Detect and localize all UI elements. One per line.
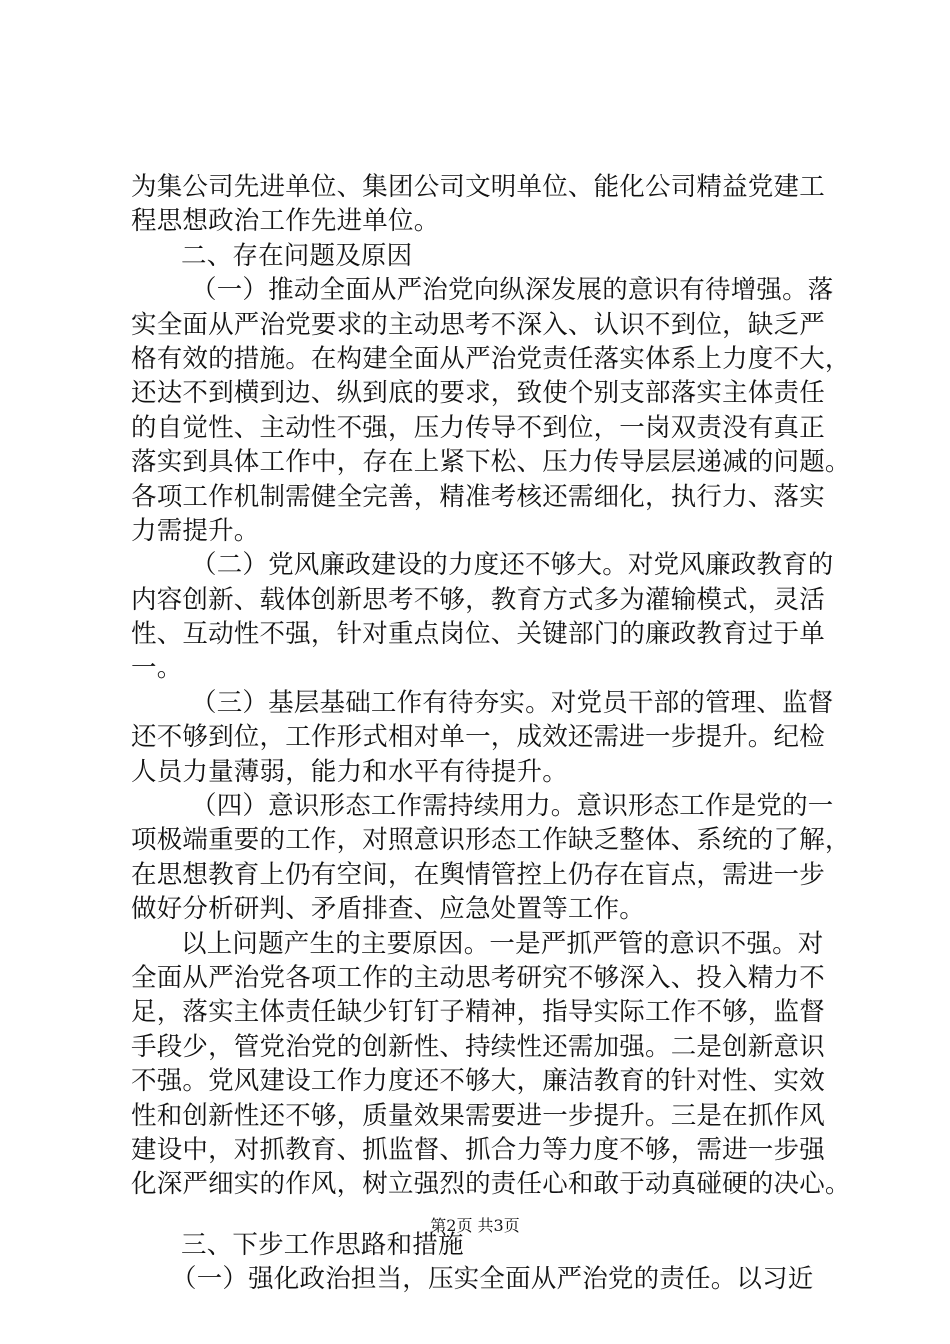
section-heading: 三、下步工作思路和措施 xyxy=(181,1229,464,1260)
text-line: 实全面从严治党要求的主动思考不深入、认识不到位，缺乏严 xyxy=(131,309,825,340)
text-line: 的自觉性、主动性不强，压力传导不到位，一岗双责没有真正 xyxy=(131,412,825,443)
paragraph-first-line: （三）基层基础工作有待夯实。对党员干部的管理、监督 xyxy=(191,687,834,718)
text-line: 项极端重要的工作，对照意识形态工作缺乏整体、系统的了解， xyxy=(131,825,851,856)
text-line: 落实到具体工作中，存在上紧下松、压力传导层层递减的问题。 xyxy=(131,447,851,478)
text-line: 全面从严治党各项工作的主动思考研究不够深入、投入精力不 xyxy=(131,962,825,993)
text-line: 还达不到横到边、纵到底的要求，致使个别支部落实主体责任 xyxy=(131,378,825,409)
text-line: 人员力量薄弱，能力和水平有待提升。 xyxy=(131,756,568,787)
page-number-footer: 第2页 共3页 xyxy=(430,1216,520,1235)
paragraph-first-line: 以上问题产生的主要原因。一是严抓严管的意识不强。对 xyxy=(181,928,824,959)
text-line: 建设中，对抓教育、抓监督、抓合力等力度不够，需进一步强 xyxy=(131,1134,825,1165)
text-line: 足，落实主体责任缺少钉钉子精神，指导实际工作不够，监督 xyxy=(131,997,825,1028)
document-body xyxy=(131,170,851,1297)
text-line: 各项工作机制需健全完善，精准考核还需细化，执行力、落实 xyxy=(131,481,825,512)
text-line: 性、互动性不强，针对重点岗位、关键部门的廉政教育过于单 xyxy=(131,619,825,650)
text-line: 格有效的措施。在构建全面从严治党责任落实体系上力度不大， xyxy=(131,343,851,374)
text-line: 不强。党风建设工作力度还不够大，廉洁教育的针对性、实效 xyxy=(131,1066,825,1097)
text-line: 为集公司先进单位、集团公司文明单位、能化公司精益党建工 xyxy=(131,172,825,202)
paragraph-first-line: （一）强化政治担当，压实全面从严治党的责任。以习近 xyxy=(171,1264,814,1295)
text-line: 做好分析研判、矛盾排查、应急处置等工作。 xyxy=(131,894,646,925)
text-line: 手段少，管党治党的创新性、持续性还需加强。二是创新意识 xyxy=(131,1031,825,1062)
paragraph-first-line: （二）党风廉政建设的力度还不够大。对党风廉政教育的 xyxy=(191,550,834,581)
text-line: 一。 xyxy=(131,653,183,684)
text-line: 性和创新性还不够，质量效果需要进一步提升。三是在抓作风 xyxy=(131,1100,825,1131)
paragraph-first-line: （一）推动全面从严治党向纵深发展的意识有待增强。落 xyxy=(191,275,834,306)
text-line: 程思想政治工作先进单位。 xyxy=(131,206,440,237)
text-line: 还不够到位，工作形式相对单一，成效还需进一步提升。纪检 xyxy=(131,722,825,753)
text-line: 化深严细实的作风，树立强烈的责任心和敢于动真碰硬的决心。 xyxy=(131,1169,851,1200)
section-heading: 二、存在问题及原因 xyxy=(181,240,413,271)
text-line: 内容创新、载体创新思考不够，教育方式多为灌输模式，灵活 xyxy=(131,584,825,615)
text-line: 力需提升。 xyxy=(131,515,260,546)
paragraph-first-line: （四）意识形态工作需持续用力。意识形态工作是党的一 xyxy=(191,791,834,822)
text-line: 在思想教育上仍有空间，在舆情管控上仍存在盲点，需进一步 xyxy=(131,859,825,890)
